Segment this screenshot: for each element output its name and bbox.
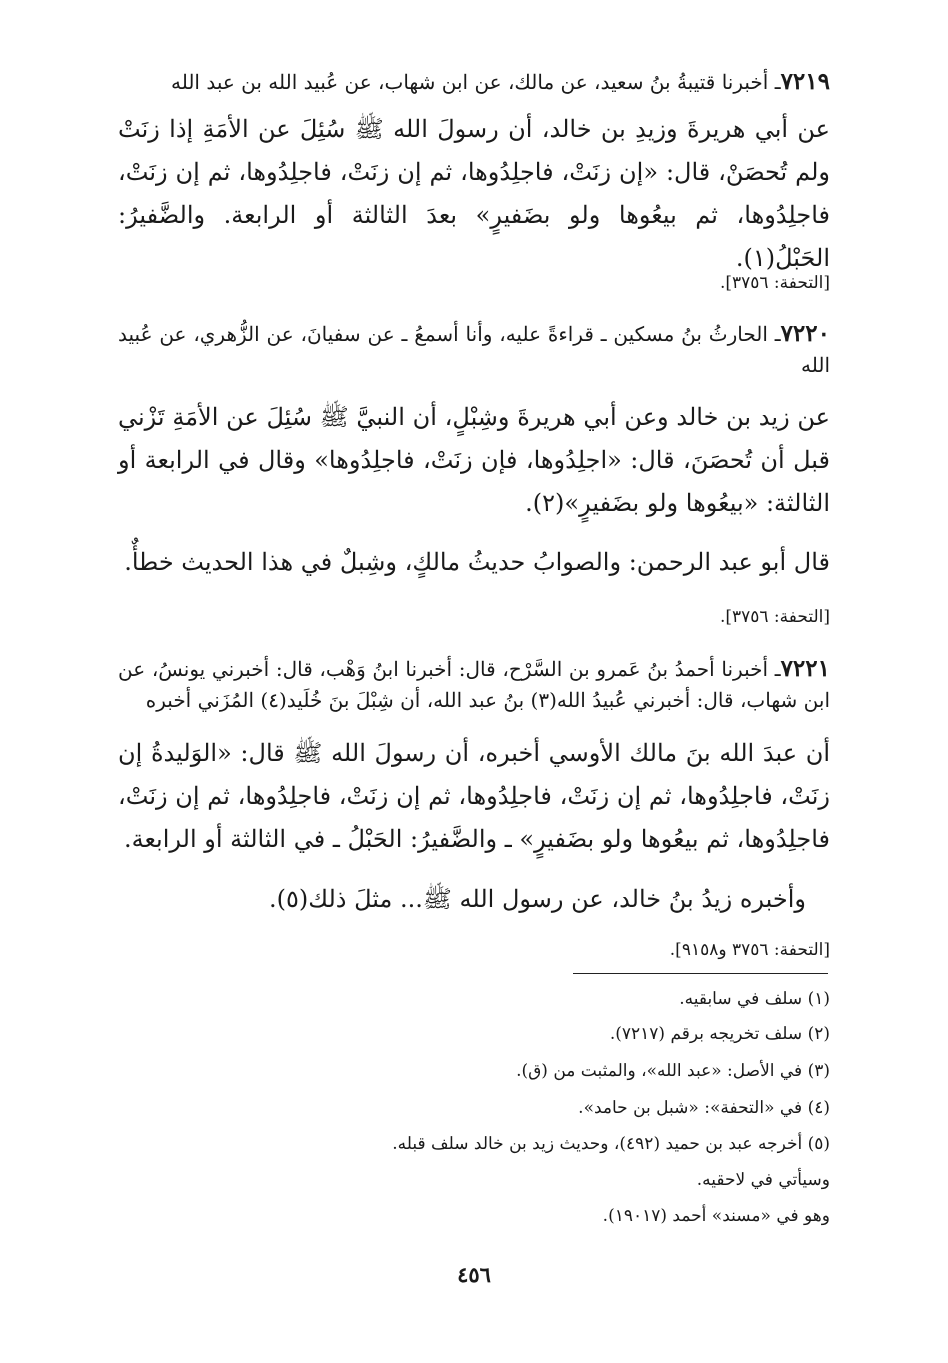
isnad-text: ـ أخبرنا قتيبةُ بنُ سعيد، عن مالك، عن ابن شهاب، عن عُبيد الله بن عبد الله (170, 70, 781, 94)
footnote-3: (٣) في الأصل: «عبد الله»، والمثبت من (ق). (516, 1061, 830, 1081)
footnote-1: (١) سلف في سابقيه. (679, 989, 830, 1009)
footnote-separator (573, 973, 828, 974)
page-number: ٤٥٦ (457, 1262, 491, 1287)
isnad-text: ـ الحارثُ بنُ مسكين ـ قراءةً عليه، وأنا أسمعُ ـ عن سفيانَ، عن الزُّهري، عن عُبيد الله (118, 322, 830, 377)
hadith-7219-isnad (118, 66, 830, 98)
footnote-5: (٥) أخرجه عبد بن حميد (٤٩٢)، وحديث زيد بن خالد سلف قبله. (392, 1134, 830, 1154)
hadith-number: ٧٢٢٠ (780, 320, 830, 347)
hadith-7221-matn: أن عبدَ الله بنَ مالك الأوسي أخبره، أن رسولَ الله ﷺ قال: «الوَليدةُ إن زنَتْ، فاجلِدُوها، ثم إن زنَتْ، فاجلِدُوها، ثم إن زنَتْ، فاجلِدُوها، ثم إن زنَتْ، فاجلِدُوها، ثم بيعُوها ولو بضَفيرٍ» ـ والضَّفيرُ: الحَبْلُ ـ في الثالثة أو الرابعة. (118, 739, 830, 853)
hadith-7220-isnad (118, 318, 830, 381)
footnote-4: (٤) في «التحفة»: «شبل بن حامد». (578, 1098, 830, 1118)
isnad-text: ـ أخبرنا أحمدُ بنُ عَمرو بن السَّرْح، قال: أخبرنا ابنُ وَهْب، قال: أخبرني يونسُ، عن ابن شهاب، قال: أخبرني عُبيدُ الله(٣) بنُ عبد الله، أن شِبْلَ بنَ خُلَيد(٤) المُزَني أخبره (118, 657, 830, 712)
tuhfa-ref-7221: [التحفة: ٣٧٥٦ و٩١٥٨]. (669, 940, 830, 960)
footnote-5-continued: وسيأتي في لاحقيه. (696, 1170, 830, 1190)
hadith-number: ٧٢١٩ (780, 68, 830, 95)
footnote-2: (٢) سلف تخريجه برقم (٧٢١٧). (609, 1024, 830, 1044)
hadith-7220-matn: عن زيد بن خالد وعن أبي هريرةَ وشِبْلٍ، أن النبيَّ ﷺ سُئِلَ عن الأمَةِ تَزْني قبل أن تُحصَنَ، قال: «اجلِدُوها، فإن زنَتْ، فاجلِدُوها» وقال في الرابعة أو الثالثة: «بيعُوها ولو بضَفيرٍ»(٢). (118, 403, 830, 517)
hadith-number: ٧٢٢١ (780, 655, 830, 682)
tuhfa-ref-7219: [التحفة: ٣٧٥٦]. (719, 273, 830, 293)
tuhfa-ref-7220: [التحفة: ٣٧٥٦]. (719, 607, 830, 627)
footnote-5-continued-2: وهو في «مسند» أحمد (١٩٠١٧). (602, 1206, 830, 1226)
hadith-7221-matn2: وأخبره زيدُ بنُ خالد، عن رسول الله ﷺ... مثلَ ذلك(٥). (269, 885, 806, 913)
hadith-7220-comment: قال أبو عبد الرحمن: والصوابُ حديثُ مالكٍ، وشِبلٌ في هذا الحديث خطأٌ. (124, 548, 830, 576)
hadith-7219-matn: عن أبي هريرةَ وزيدِ بن خالد، أن رسولَ الله ﷺ سُئِلَ عن الأمَةِ إذا زنَتْ ولم تُحصَنْ، قال: «إن زنَتْ، فاجلِدُوها، ثم إن زنَتْ، فاجلِدُوها، ثم إن زنَتْ، فاجلِدُوها، ثم بيعُوها ولو بضَفيرٍ» بعدَ الثالثة أو الرابعة. والضَّفيرُ: الحَبْلُ(١). (118, 115, 830, 272)
hadith-7221-isnad (118, 653, 830, 716)
